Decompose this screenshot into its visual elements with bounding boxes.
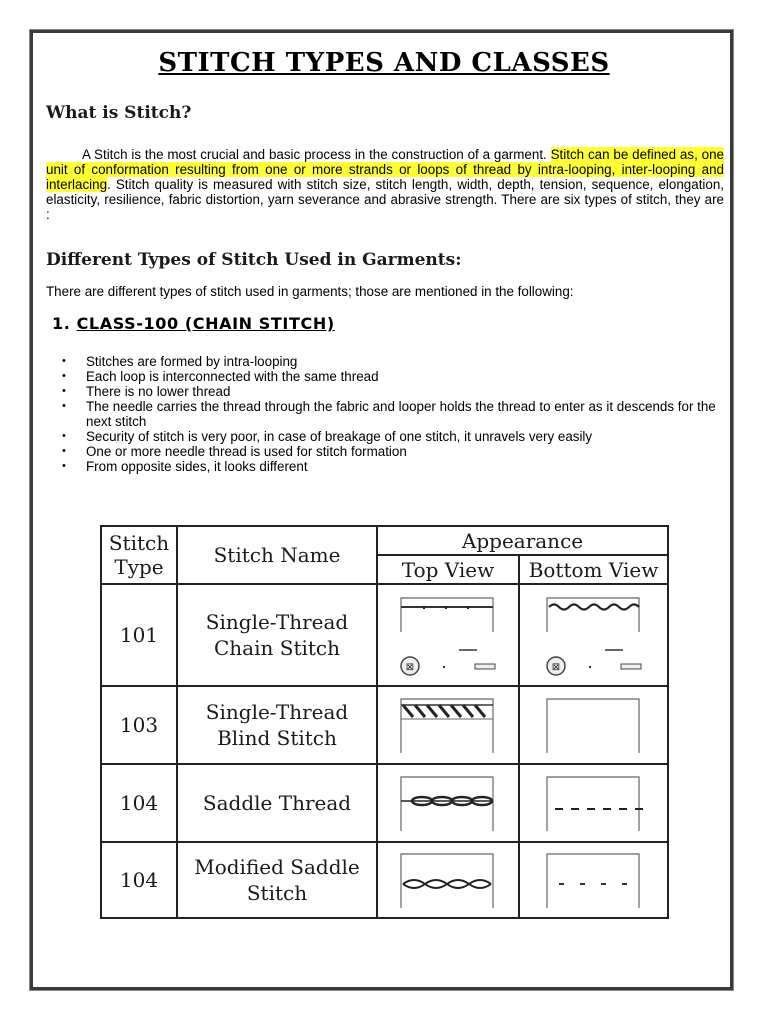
row-104-type: 104 <box>101 764 177 842</box>
row-103-top-view <box>377 686 519 764</box>
row-104-top-view <box>377 764 519 842</box>
class-title: CLASS-100 (CHAIN STITCH) <box>76 314 335 333</box>
header-stitch-type: Stitch Type <box>101 526 177 584</box>
bullet-item: • The needle carries the thread through the fabric and looper holds the thread to enter as it descends for the next stitch <box>86 399 726 429</box>
stitch-104-bottom-figure <box>539 771 649 835</box>
svg-text:⊠: ⊠ <box>551 662 560 673</box>
class-number: 1. <box>52 314 71 333</box>
page-title: STITCH TYPES AND CLASSES <box>158 48 610 78</box>
heading-types-of-stitch: Different Types of Stitch Used in Garments: <box>46 250 462 270</box>
header-top-view: Top View <box>377 555 519 584</box>
header-appearance: Appearance <box>377 526 668 555</box>
row-104-modified-name: Modified Saddle Stitch <box>177 842 377 918</box>
stitch-103-bottom-figure <box>539 693 649 757</box>
bullet-item: • Security of stitch is very poor, in case of breakage of one stitch, it unravels very easily <box>86 429 726 444</box>
stitch-table <box>100 525 669 919</box>
class-100-heading <box>52 314 335 333</box>
heading-what-is-stitch: What is Stitch? <box>46 103 192 123</box>
definition-text-start: A Stitch is the most crucial and basic process in the construction of a garment. <box>82 147 547 162</box>
stitch-104-modified-top-figure <box>393 848 503 912</box>
bullet-item: • One or more needle thread is used for stitch formation <box>86 444 726 459</box>
stitch-definition-paragraph <box>46 147 724 222</box>
header-bottom-view: Bottom View <box>519 555 668 584</box>
stitch-103-top-figure <box>393 693 503 757</box>
stitch-104-modified-bottom-figure <box>539 848 649 912</box>
bullet-item: • From opposite sides, it looks different <box>86 459 726 474</box>
stitch-101-top-figure <box>393 592 503 678</box>
definition-text-end: . Stitch quality is measured with stitch size, stitch length, width, depth, tension, sequence, elongation, elasticity, resilience, fabric distortion, yarn severance and abrasive strength. There are six types of stitch, they are : <box>46 177 724 222</box>
row-101-bottom-view <box>519 584 668 686</box>
row-104-modified-top-view <box>377 842 519 918</box>
bullet-item: • Stitches are formed by intra-looping <box>86 354 726 369</box>
row-104-modified-type: 104 <box>101 842 177 918</box>
svg-text:⊠: ⊠ <box>405 662 415 673</box>
row-101-name: Single-Thread Chain Stitch <box>177 584 377 686</box>
row-104-name: Saddle Thread <box>177 764 377 842</box>
stitch-101-bottom-figure <box>539 592 649 678</box>
row-103-name: Single-Thread Blind Stitch <box>177 686 377 764</box>
row-103-type: 103 <box>101 686 177 764</box>
row-101-top-view <box>377 584 519 686</box>
row-104-modified-bottom-view <box>519 842 668 918</box>
header-stitch-name: Stitch Name <box>177 526 377 584</box>
bullet-item: • There is no lower thread <box>86 384 726 399</box>
types-intro-paragraph: There are different types of stitch used in garments; those are mentioned in the following: <box>46 284 574 299</box>
definition-highlight: Stitch can be defined as, one unit of conformation resulting from one or more strands or loops of thread by intra-looping, inter-looping and interlacing <box>46 147 724 192</box>
class-100-bullet-list <box>46 354 726 474</box>
row-101-type: 101 <box>101 584 177 686</box>
bullet-item: • Each loop is interconnected with the same thread <box>86 369 726 384</box>
row-104-bottom-view <box>519 764 668 842</box>
row-103-bottom-view <box>519 686 668 764</box>
stitch-104-top-figure <box>393 771 503 835</box>
